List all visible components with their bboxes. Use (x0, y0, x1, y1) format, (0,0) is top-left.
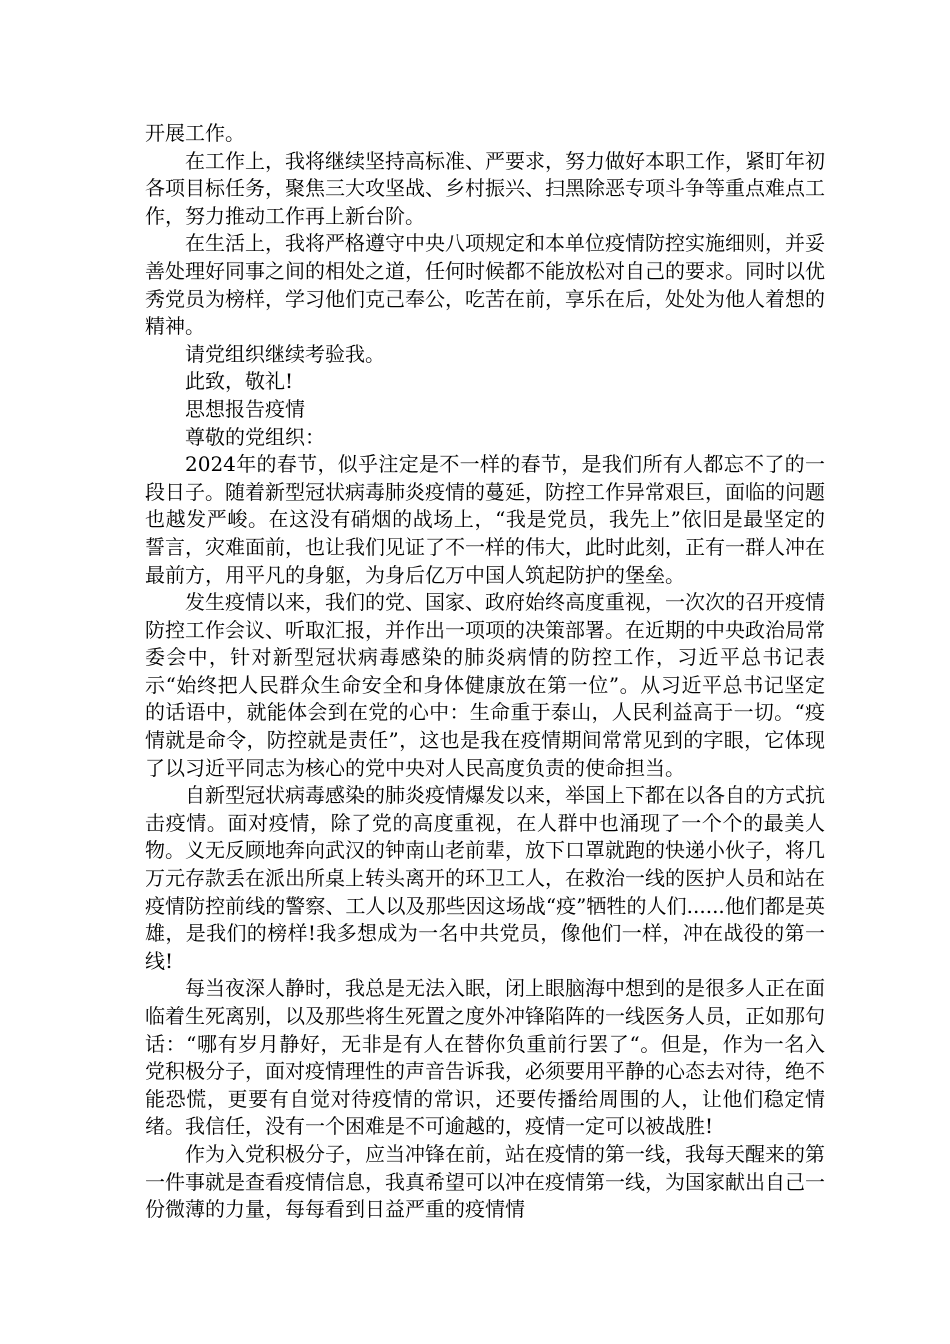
paragraph-life: 在生活上，我将严格遵守中央八项规定和本单位疫情防控实施细则，并妥善处理好同事之间的相处之道，任何时候都不能放松对自己的要求。同时以优秀党员为榜样，学习他们克己奉公，吃苦在前，享乐在后，处处为他人着想的精神。 (145, 231, 825, 339)
paragraph-continuation: 开展工作。 (145, 121, 245, 145)
paragraph-work: 在工作上，我将继续坚持高标准、严要求，努力做好本职工作，紧盯年初各项目标任务，聚焦三大攻坚战、乡村振兴、扫黑除恶专项斗争等重点难点工作，努力推动工作再上新台阶。 (145, 148, 825, 228)
paragraph-party-response: 发生疫情以来，我们的党、国家、政府始终高度重视，一次次的召开疫情防控工作会议、听取汇报，并作出一项项的决策部署。在近期的中央政治局常委会中，针对新型冠状病毒感染的肺炎病情的防控工作，习近平总书记表示“始终把人民群众生命安全和身体健康放在第一位”。从习近平总书记坚定的话语中，就能体会到在党的心中：生命重于泰山，人民利益高于一切。“疫情就是命令，防控就是责任”，这也是我在疫情期间常常见到的字眼，它体现了以习近平同志为核心的党中央对人民高度负责的使命担当。 (145, 590, 825, 780)
report-greeting: 尊敬的党组织： (185, 424, 325, 449)
paragraph-request: 请党组织继续考验我。 (185, 341, 385, 366)
report-title: 思想报告疫情 (185, 396, 305, 421)
paragraph-activist-duty: 作为入党积极分子，应当冲锋在前，站在疫情的第一线，我每天醒来的第一件事就是查看疫情信息，我真希望可以冲在疫情第一线，为国家献出自己一份微薄的力量，每每看到日益严重的疫情情 (145, 1141, 825, 1222)
document-body (145, 120, 825, 1224)
paragraph-heroes: 自新型冠状病毒感染的肺炎疫情爆发以来，举国上下都在以各自的方式抗击疫情。面对疫情，除了党的高度重视，在人群中也涌现了一个个的最美人物。义无反顾地奔向武汉的钟南山老前辈，放下口罩就跑的快递小伙子，将几万元存款丢在派出所桌上转头离开的环卫工人，在救治一线的医护人员和站在疫情防控前线的警察、工人以及那些因这场战“疫”牺牲的人们......他们都是英雄，是我们的榜样!我多想成为一名中共党员，像他们一样，冲在战役的第一线! (145, 783, 825, 973)
paragraph-night-thoughts: 每当夜深人静时，我总是无法入眠，闭上眼脑海中想到的是很多人正在面临着生死离别，以及那些将生死置之度外冲锋陷阵的一线医务人员，正如那句话：“哪有岁月静好，无非是有人在替你负重前行罢了“。但是，作为一名入党积极分子，面对疫情理性的声音告诉我，必须要用平静的心态去对待，绝不能恐慌，更要有自觉对待疫情的常识，还要传播给周围的人，让他们稳定情绪。我信任，没有一个困难是不可逾越的，疫情一定可以被战胜! (145, 976, 825, 1139)
paragraph-salutation: 此致，敬礼! (185, 369, 294, 394)
paragraph-spring-festival: 2024年的春节，似乎注定是不一样的春节，是我们所有人都忘不了的一段日子。随着新型冠状病毒肺炎疫情的蔓延，防控工作异常艰巨，面临的问题也越发严峻。在这没有硝烟的战场上，“我是党员，我先上”依旧是最坚定的誓言，灾难面前，也让我们见证了不一样的伟大，此时此刻，正有一群人冲在最前方，用平凡的身躯，为身后亿万中国人筑起防护的堡垒。 (145, 452, 825, 587)
